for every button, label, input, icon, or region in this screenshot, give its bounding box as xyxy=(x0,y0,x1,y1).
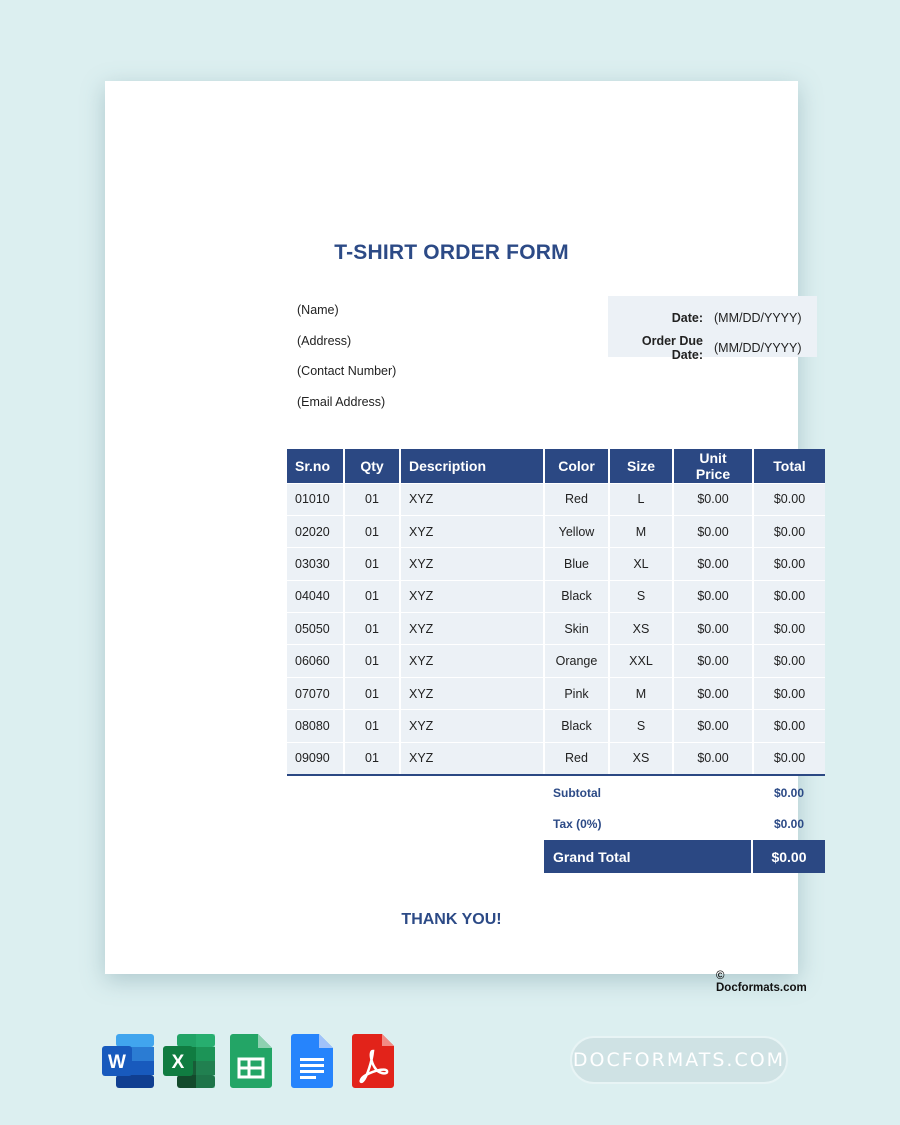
subtotal-row xyxy=(544,777,825,808)
cell-total: $0.00 xyxy=(753,645,825,677)
cell-total: $0.00 xyxy=(753,677,825,709)
contact-address: (Address) xyxy=(297,333,352,348)
cell-color: Yellow xyxy=(544,515,609,547)
cell-description: XYZ xyxy=(400,645,544,677)
header-description: Description xyxy=(400,449,544,483)
cell-color: Black xyxy=(544,580,609,612)
cell-unit-price: $0.00 xyxy=(673,742,753,774)
table-row xyxy=(287,677,825,709)
thank-you-text: THANK YOU! xyxy=(401,911,502,928)
cell-color: Skin xyxy=(544,613,609,645)
document-page xyxy=(105,81,807,994)
table-row xyxy=(287,710,825,742)
date-label: Date: xyxy=(671,311,703,325)
header-unit-price: Unit Price xyxy=(673,449,753,483)
cell-srno: 08080 xyxy=(287,710,344,742)
cell-qty: 01 xyxy=(344,645,400,677)
cell-total: $0.00 xyxy=(753,483,825,515)
pdf-icon[interactable] xyxy=(344,1032,400,1090)
grand-total-row xyxy=(544,840,825,873)
table-header-row xyxy=(287,449,825,483)
header-total: Total xyxy=(753,449,825,483)
grand-total-label: Grand Total xyxy=(544,840,751,873)
cell-qty: 01 xyxy=(344,742,400,774)
cell-size: M xyxy=(609,677,673,709)
cell-total: $0.00 xyxy=(753,580,825,612)
contact-block xyxy=(297,303,396,425)
cell-size: XS xyxy=(609,742,673,774)
app-icons-row xyxy=(100,1032,405,1090)
cell-description: XYZ xyxy=(400,515,544,547)
cell-unit-price: $0.00 xyxy=(673,580,753,612)
google-sheets-icon[interactable] xyxy=(222,1032,278,1090)
tax-value: $0.00 xyxy=(773,816,805,831)
cell-size: XL xyxy=(609,548,673,580)
date-row xyxy=(608,303,817,333)
header-color: Color xyxy=(544,449,609,483)
cell-unit-price: $0.00 xyxy=(673,677,753,709)
cell-size: XXL xyxy=(609,645,673,677)
cell-description: XYZ xyxy=(400,710,544,742)
cell-color: Orange xyxy=(544,645,609,677)
contact-email: (Email Address) xyxy=(297,394,386,409)
header-qty: Qty xyxy=(344,449,400,483)
google-docs-icon[interactable] xyxy=(283,1032,339,1090)
cell-color: Blue xyxy=(544,548,609,580)
due-date-value: (MM/DD/YYYY) xyxy=(714,341,802,355)
cell-srno: 05050 xyxy=(287,613,344,645)
cell-unit-price: $0.00 xyxy=(673,515,753,547)
table-row xyxy=(287,613,825,645)
copyright-text: © Docformats.com xyxy=(716,970,807,994)
cell-color: Red xyxy=(544,742,609,774)
cell-description: XYZ xyxy=(400,613,544,645)
cell-qty: 01 xyxy=(344,548,400,580)
tax-row xyxy=(544,808,825,839)
cell-qty: 01 xyxy=(344,580,400,612)
cell-description: XYZ xyxy=(400,580,544,612)
order-items-table xyxy=(287,449,825,776)
cell-total: $0.00 xyxy=(753,613,825,645)
cell-color: Pink xyxy=(544,677,609,709)
cell-unit-price: $0.00 xyxy=(673,613,753,645)
cell-description: XYZ xyxy=(400,483,544,515)
svg-text:W: W xyxy=(108,1052,126,1073)
cell-size: M xyxy=(609,515,673,547)
cell-srno: 01010 xyxy=(287,483,344,515)
header-size: Size xyxy=(609,449,673,483)
cell-qty: 01 xyxy=(344,613,400,645)
cell-size: S xyxy=(609,580,673,612)
table-row xyxy=(287,515,825,547)
cell-color: Red xyxy=(544,483,609,515)
cell-qty: 01 xyxy=(344,710,400,742)
grand-total-value: $0.00 xyxy=(753,840,825,873)
date-value: (MM/DD/YYYY) xyxy=(714,311,802,325)
cell-unit-price: $0.00 xyxy=(673,710,753,742)
cell-qty: 01 xyxy=(344,515,400,547)
brand-badge: DOCFORMATS.COM xyxy=(570,1036,788,1084)
cell-srno: 03030 xyxy=(287,548,344,580)
word-icon[interactable] xyxy=(100,1032,156,1090)
cell-srno: 07070 xyxy=(287,677,344,709)
cell-srno: 02020 xyxy=(287,515,344,547)
form-title: T-SHIRT ORDER FORM xyxy=(334,241,569,264)
cell-srno: 09090 xyxy=(287,742,344,774)
svg-text:X: X xyxy=(171,1052,185,1073)
table-row xyxy=(287,742,825,774)
subtotal-value: $0.00 xyxy=(773,785,805,800)
dates-block xyxy=(608,296,817,362)
contact-phone: (Contact Number) xyxy=(297,364,397,378)
totals-block xyxy=(544,777,825,873)
cell-color: Black xyxy=(544,710,609,742)
table-row xyxy=(287,483,825,515)
cell-qty: 01 xyxy=(344,483,400,515)
cell-srno: 06060 xyxy=(287,645,344,677)
cell-qty: 01 xyxy=(344,677,400,709)
cell-size: S xyxy=(609,710,673,742)
tax-label: Tax (0%) xyxy=(553,816,602,831)
cell-unit-price: $0.00 xyxy=(673,645,753,677)
excel-icon[interactable] xyxy=(161,1032,217,1090)
cell-description: XYZ xyxy=(400,677,544,709)
cell-size: L xyxy=(609,483,673,515)
subtotal-label: Subtotal xyxy=(553,785,601,800)
header-srno: Sr.no xyxy=(287,449,344,483)
due-date-row xyxy=(608,333,817,363)
table-row xyxy=(287,548,825,580)
contact-name: (Name) xyxy=(297,303,339,317)
table-row xyxy=(287,645,825,677)
cell-unit-price: $0.00 xyxy=(673,548,753,580)
cell-total: $0.00 xyxy=(753,710,825,742)
cell-unit-price: $0.00 xyxy=(673,483,753,515)
cell-size: XS xyxy=(609,613,673,645)
due-date-label: Order Due Date: xyxy=(641,334,703,362)
cell-total: $0.00 xyxy=(753,515,825,547)
cell-total: $0.00 xyxy=(753,742,825,774)
table-row xyxy=(287,580,825,612)
cell-srno: 04040 xyxy=(287,580,344,612)
cell-total: $0.00 xyxy=(753,548,825,580)
cell-description: XYZ xyxy=(400,742,544,774)
cell-description: XYZ xyxy=(400,548,544,580)
